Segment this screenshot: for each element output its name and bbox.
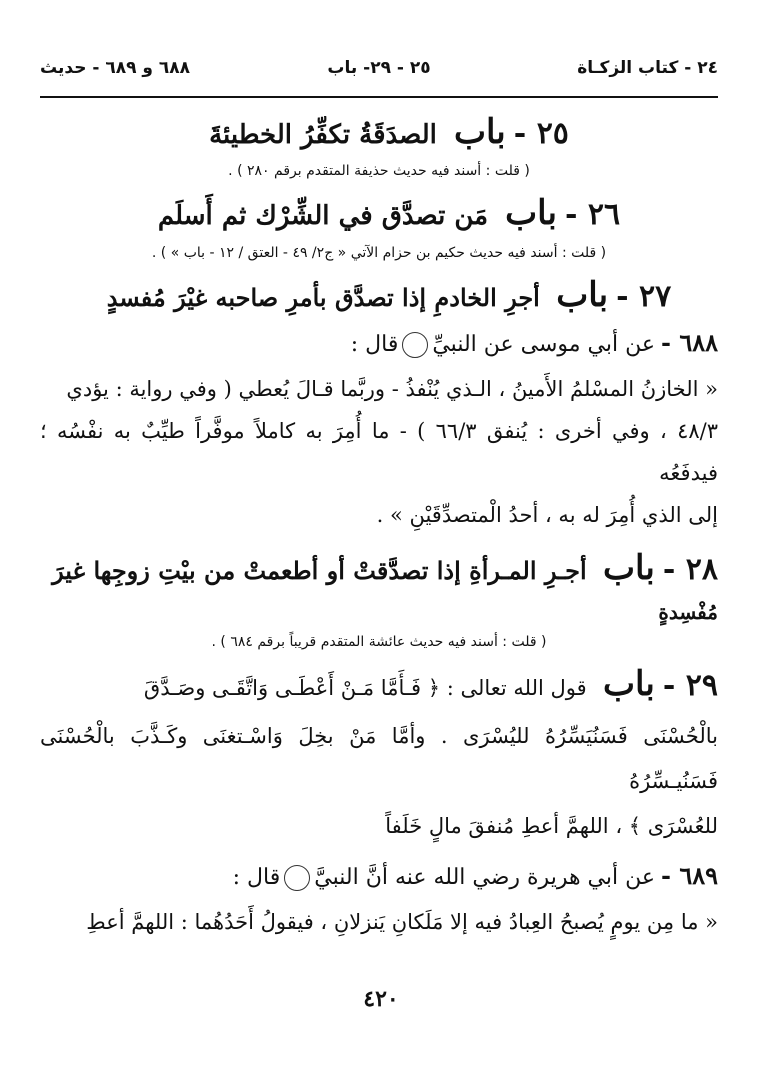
chapter-title: أجرِ الخادمِ إذا تصدَّق بأمرِ صاحبه غيْرَ مُفسدٍ [106,282,540,312]
hadith-689-heading [40,857,718,895]
chapter-number: ٢٩ - [662,668,718,704]
chapter-29-verse [40,714,718,849]
salutation-seal-icon [402,332,428,358]
text-line: « الخازنُ المسْلمُ الأَمينُ ، الـذي يُنْفذُ - وربَّما قـالَ يُعطي ( وفي رواية : يؤدي [66,377,718,402]
running-header [40,56,718,86]
hadith-narration: عن أبي موسى عن النبيِّ [432,331,655,357]
chapter-number: ٢٥ - [513,116,569,151]
chapter-title: الصدَقَةُ تكفِّرُ الخطيئةَ [209,120,437,150]
text-line: بالْحُسْنَى فَسَنُيَسِّرُهُ لليُسْرَى . وأمَّا مَنْ بخِلَ وَاسْـتغنَى وكَـذَّبَ بالْحُسْنَى فَسَنُيـسِّرُهُ [40,723,718,793]
text-line: ٤٨/٣ ، وفي أخرى : يُنفق ٦٦/٣ ) - ما أُمِرَ به كاملاً موفَّراً طيِّبٌ به نفْسُه ؛ فيدفَعُه [40,419,718,486]
chapter-number: ٢٧ - [616,278,672,314]
salutation-seal-icon [284,865,310,891]
chapter-25-note: ( قلت : أسند فيه حديث حذيفة المتقدم برقم ٢٨٠ ) . [228,163,530,180]
hadith-said: قال : [232,864,281,890]
chapter-28-note: ( قلت : أسند فيه حديث عائشة المتقدم قريباً برقم ٦٨٤ ) . [211,634,547,651]
chapter-25-heading [40,108,718,157]
text-line: للعُسْرَى ﴾ ، اللهمَّ أعطِ مُنفقَ مالٍ خَلَفاً [385,813,718,838]
page-number: ٤٢٠ [363,986,399,1012]
header-book-title: ٢٤ - كتاب الزكـاة [577,58,718,78]
chapter-word: باب [556,274,609,315]
header-hadith-range: ٦٨٨ و ٦٨٩ - حديث [40,58,191,78]
hadith-688-text [40,368,718,536]
text-line: « ما مِن يومٍ يُصبحُ العِبادُ فيه إلا مَلَكانِ يَنزلانِ ، فيقولُ أَحَدُهُما : اللهمَّ أعطِ [86,910,718,935]
chapter-26-note: ( قلت : أسند فيه حديث حكيم بن حزام الآتي « ج٢/ ٤٩ - العتق / ١٢ - باب » ) . [151,244,607,261]
hadith-689-text [40,901,718,943]
header-divider [40,96,718,98]
chapter-title: مَن تصدَّق في الشِّرْك ثم أَسلَم [157,201,489,232]
hadith-said: قال : [350,331,399,357]
chapter-title: أجـرِ المـرأةِ إذا تصدَّقتْ أو أطعمتْ من بيْتِ زوجِها غيرَ [52,556,587,586]
chapter-word: باب [505,193,558,234]
header-chapter-range: ٢٥ - ٢٩- باب [327,58,431,78]
text-line: إلى الذي أُمِرَ له به ، أحدُ الْمتصدِّقَيْنِ » . [376,503,718,528]
page-body [40,108,718,951]
chapter-word: باب [603,548,655,589]
hadith-number: ٦٨٨ - [661,327,718,357]
chapter-29-heading [40,660,718,709]
chapter-number: ٢٨ - [662,552,718,588]
hadith-number: ٦٨٩ - [661,860,718,890]
chapter-title-continued: مُفْسِدةٍ [658,599,718,624]
chapter-27-heading [40,271,718,320]
chapter-word: باب [603,664,655,705]
hadith-narration: عن أبي هريرة رضي الله عنه أنَّ النبيَّ [314,864,655,890]
chapter-word: باب [453,112,506,152]
hadith-688-heading [40,324,718,362]
chapter-28-heading [40,544,718,628]
chapter-title: قول الله تعالى : ﴿ فَـأَمَّا مَـنْ أَعْطَـى وَاتَّقَـى وصَـدَّقَ [143,676,587,701]
chapter-26-heading [40,189,718,238]
chapter-number: ٢٦ - [565,197,621,233]
